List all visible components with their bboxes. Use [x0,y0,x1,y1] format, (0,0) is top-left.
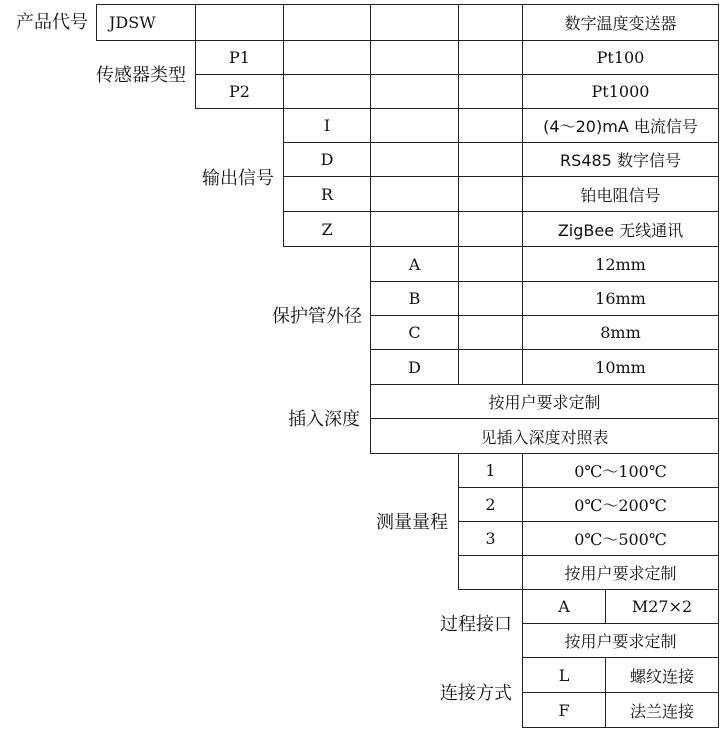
tube-desc-b: 16mm [522,281,719,316]
range-desc-2: 0℃～200℃ [522,487,719,522]
range-desc-3: 0℃～500℃ [522,521,719,556]
empty-cell [370,142,459,177]
connection-code-f: F [522,692,606,728]
range-code-1: 1 [458,453,523,488]
tube-desc-a: 12mm [522,246,719,282]
tube-desc-d: 10mm [522,349,719,385]
empty-cell [458,349,523,385]
empty-cell [370,108,459,143]
tube-code-d: D [370,349,459,385]
range-desc-1: 0℃～100℃ [522,453,719,488]
output-desc-i: (4～20)mA 电流信号 [522,108,719,143]
empty-cell [370,74,459,109]
sensor-code-p2: P2 [195,74,284,109]
empty-cell [283,40,371,75]
connection-code-l: L [522,657,606,693]
connection-label: 连接方式 [440,683,512,704]
empty-cell [370,211,459,247]
empty-cell [370,4,459,41]
sensor-desc-p2: Pt1000 [522,74,719,109]
product-desc-cell: 数字温度变送器 [522,4,719,41]
empty-cell [458,246,523,282]
sensor-type-label: 传感器类型 [96,65,186,86]
tube-code-b: B [370,281,459,316]
sensor-desc-p1: Pt100 [522,40,719,75]
empty-cell [283,4,371,41]
empty-cell [458,142,523,177]
empty-cell [195,4,284,41]
range-desc-custom: 按用户要求定制 [522,555,719,590]
range-code-2: 2 [458,487,523,522]
insertion-desc-custom: 按用户要求定制 [370,384,719,419]
connection-desc-f: 法兰连接 [605,692,719,728]
tube-diameter-label: 保护管外径 [272,306,362,327]
tube-desc-c: 8mm [522,315,719,350]
interface-desc-custom: 按用户要求定制 [522,623,719,658]
output-code-z: Z [283,211,371,247]
empty-cell [458,315,523,350]
empty-cell [458,74,523,109]
interface-code-a: A [522,589,606,624]
output-signal-label: 输出信号 [202,168,274,189]
output-desc-z: ZigBee 无线通讯 [522,211,719,247]
output-code-r: R [283,176,371,212]
empty-cell [458,40,523,75]
tube-code-a: A [370,246,459,282]
tube-code-c: C [370,315,459,350]
empty-cell [458,108,523,143]
interface-desc-a: M27×2 [605,589,719,624]
output-code-d: D [283,142,371,177]
empty-cell [370,40,459,75]
empty-cell [458,4,523,41]
product-code-cell: JDSW [96,4,196,41]
product-code-label: 产品代号 [16,12,88,33]
insertion-depth-label: 插入深度 [288,409,360,430]
range-code-empty [458,555,523,590]
output-desc-d: RS485 数字信号 [522,142,719,177]
process-interface-label: 过程接口 [440,614,512,635]
empty-cell [458,176,523,212]
sensor-code-p1: P1 [195,40,284,75]
output-desc-r: 铂电阻信号 [522,176,719,212]
output-code-i: I [283,108,371,143]
insertion-desc-table: 见插入深度对照表 [370,418,719,454]
empty-cell [458,211,523,247]
empty-cell [458,281,523,316]
empty-cell [370,176,459,212]
range-code-3: 3 [458,521,523,556]
range-label: 测量量程 [376,512,448,533]
empty-cell [283,74,371,109]
connection-desc-l: 螺纹连接 [605,657,719,693]
